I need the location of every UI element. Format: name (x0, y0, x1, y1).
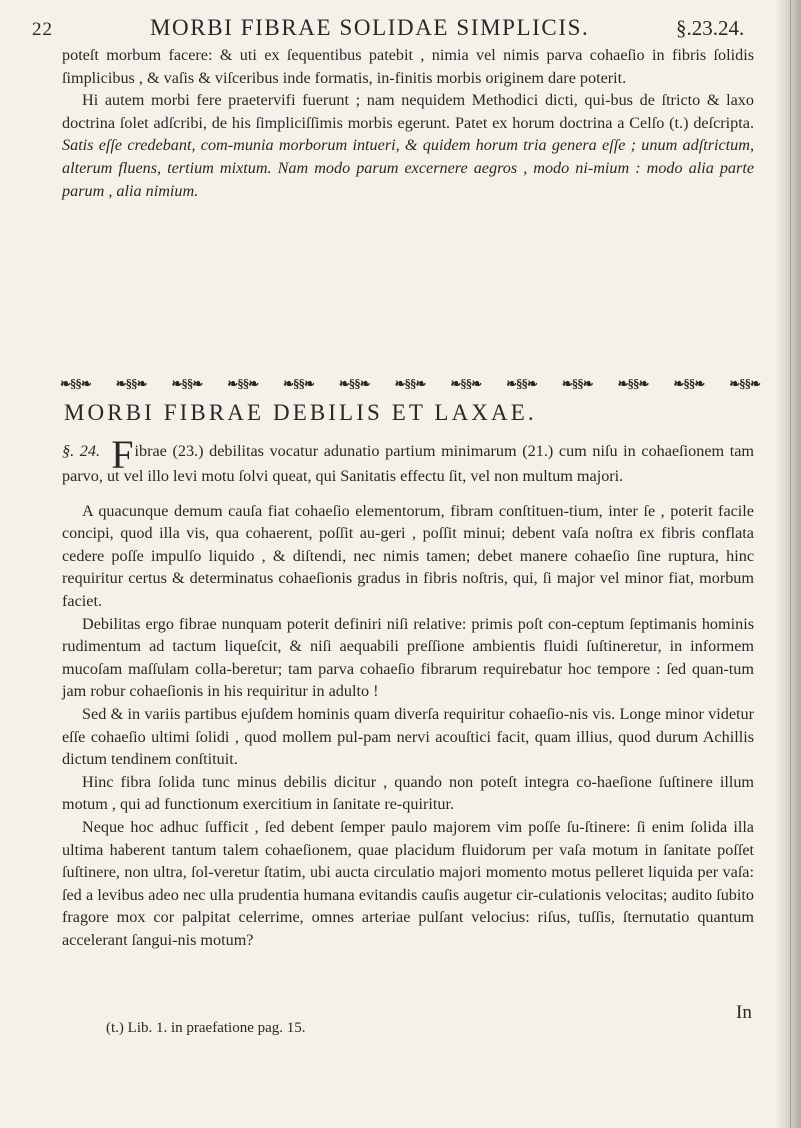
body-paragraph: Neque hoc adhuc ſufficit , ſed debent ſemper paulo majorem vim poſſe ſu-ſtinere: ſi enim ſolida illa ultima haberent tantum talem cohaeſionem, quae placidum fluidorum per vaſa motum in ſanitate poſſet ſuſtinere, non ultra, ſol-veretur ſtatim, ubi aucta circulatio majori momento motus pelleret liquida per vaſa: ſed a levibus adeo nec ulla prudentia humana evitandis cauſis augetur cir-culationis velocitas; audito ſubito fragore mox cor palpitat celerrime, omnes arteriae pulſant velocius: riſus, tuſſis, ſternutatio quantum accelerant ſangui-nis motum? (62, 817, 754, 949)
ornament-glyph: ❧§§❧ (60, 376, 91, 391)
ornament-glyph: ❧§§❧ (227, 376, 259, 391)
paragraph-methodici-text: Hi autem morbi fere praetervifi fuerunt ; nam nequidem Methodici dicti, qui-bus de ſtricto & laxo doctrina ſolet adſcribi, de his ſimpliciſſimis morbis egerunt. Patet ex horum doctrina a Celſo (t.) deſcripta. (62, 91, 754, 132)
section-heading: MORBI FIBRAE DEBILIS ET LAXAE. (64, 400, 537, 425)
ornament-glyph: ❧§§❧ (673, 376, 705, 391)
section-24-opening (62, 432, 754, 488)
ornament-glyph: ❧§§❧ (338, 376, 370, 391)
body-paragraph: Hinc fibra ſolida tunc minus debilis dicitur , quando non poteſt integra co-haeſione ſuſtinere illum motum , qui ad functionum exercitium in ſanitate re-quiritur. (62, 772, 754, 814)
section-24-block (62, 432, 754, 951)
ornament-glyph: ❧§§❧ (450, 376, 482, 391)
footnote: (t.) Lib. 1. in praefatione pag. 15. (106, 1020, 306, 1036)
page-edge-line (790, 0, 791, 1128)
catchword: In (736, 1002, 752, 1023)
body-paragraph: A quacunque demum cauſa fiat cohaeſio elementorum, fibram conſtituen-tium, inter ſe , poterit facile concipi, quod illa vis, qua cohaerent, poſſit au-geri , poſſit minui; debent vaſa noſtra ex fibris conflata cedere poſſe impulſo liquido , & diſtendi, nec nimis tamen; debet manere cohaeſio ſine ruptura, hinc requiritur certus & determinatus cohaeſionis gradus in fibris noſtris, qui, ſi major vel minor fiat, morbum faciet. (62, 501, 754, 610)
ornament-glyph: ❧§§❧ (729, 376, 760, 391)
celsus-quote: Satis eſſe credebant, com-munia morborum intueri, & quidem horum tria genera eſſe ; unum adſtrictum, alterum fluens, tertium mixtum. Nam modo parum excernere aegros , modo ni-mium : modo alia parte parum , alia nimium. (62, 136, 754, 200)
body-paragraph: Debilitas ergo fibrae nunquam poterit definiri niſi relative: primis poſt con-ceptum ſeptimanis hominis rudimentum ad tactum liqueſcit, & niſi aequabili preſſione ambientis fluidi ſuſtineretur, in informem mucoſam maſſulam colla-beretur; tam parva cohaeſio fibrarum requirebatur hoc tempore : ſed quan-tum jam robur cohaeſionis in his requiritur in adulto ! (62, 614, 754, 701)
top-text-block (62, 44, 754, 202)
page-number: 22 (32, 19, 53, 40)
ornament-glyph: ❧§§❧ (115, 376, 147, 391)
ornament-glyph: ❧§§❧ (171, 376, 203, 391)
section-reference: §.23.24. (676, 16, 745, 40)
paragraph-methodici (62, 89, 754, 202)
ornament-glyph: ❧§§❧ (617, 376, 649, 391)
ornament-glyph: ❧§§❧ (394, 376, 426, 391)
paragraph-continuation: poteſt morbum facere: & uti ex ſequentibus patebit , nimia vel nimis parva cohaeſio in fibris ſolidis ſimplicibus , & vaſis & viſceribus inde formatis, in-finitis morbis originem dare poterit. (62, 46, 754, 87)
section-24-text: ibrae (23.) debilitas vocatur adunatio partium minimarum (21.) cum niſu in cohaeſionem tam parvo, ut vel illo levi motu ſolvi queat, qui Sanitatis effectu ſit, vel non multum majori. (62, 442, 754, 485)
ornament-glyph: ❧§§❧ (561, 376, 593, 391)
drop-cap: F (111, 432, 134, 477)
section-number: §. 24. (62, 442, 100, 460)
page-edge-shadow (775, 0, 801, 1128)
ornament-glyph: ❧§§❧ (506, 376, 537, 391)
ornament-glyph: ❧§§❧ (283, 376, 314, 391)
ornament-band (60, 374, 760, 394)
running-title: MORBI FIBRAE SOLIDAE SIMPLICIS. (150, 15, 590, 40)
body-paragraph: Sed & in variis partibus ejuſdem hominis quam diverſa requiritur cohaeſio-nis vis. Longe minor videtur eſſe cohaeſio ultimi ſolidi , quod mollem pul-pam nervi acouſtici facit, quam illius, quod durum Achillis dictum tendinem conſtituit. (62, 704, 754, 769)
